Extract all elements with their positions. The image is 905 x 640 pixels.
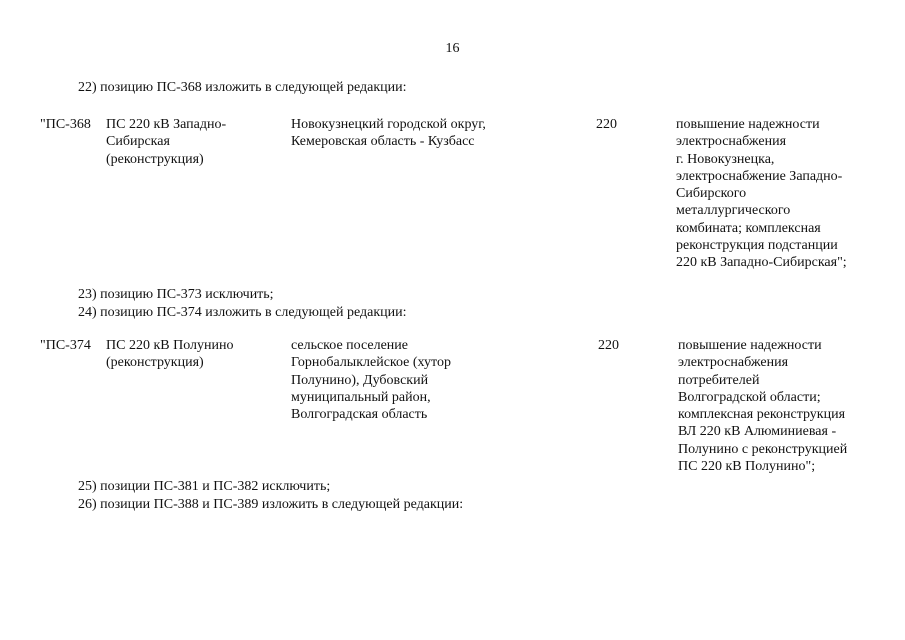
instruction-24: 24) позицию ПС-374 изложить в следующей редакции: (78, 305, 407, 320)
position-code: "ПС-368 (40, 117, 91, 132)
object-purpose-line: повышение надежности (678, 338, 822, 353)
object-location-line: Кемеровская область - Кузбасс (291, 134, 475, 150)
object-name (106, 337, 233, 372)
object-purpose-line: реконструкция подстанции (676, 238, 838, 254)
object-purpose-line: Сибирского (676, 186, 747, 202)
object-purpose-line: повышение надежности (676, 117, 820, 132)
object-location-line: Новокузнецкий городской округ, (291, 117, 486, 132)
object-purpose-line: комбината; комплексная (676, 220, 821, 236)
object-purpose-line: потребителей (678, 372, 760, 388)
object-location-line: Горнобалыклейское (хутор (291, 355, 451, 371)
object-location (291, 116, 486, 151)
object-name-line: Сибирская (106, 134, 170, 150)
object-purpose (676, 116, 847, 272)
object-purpose-line: Полунино с реконструкцией (678, 441, 848, 457)
object-purpose (678, 337, 847, 475)
object-purpose-line: электроснабжения (678, 355, 789, 371)
object-purpose-line: г. Новокузнецка, (676, 151, 775, 167)
position-code: "ПС-374 (40, 338, 91, 353)
object-location-line: Волгоградская область (291, 407, 428, 423)
object-purpose-line: металлургического (676, 203, 791, 219)
object-location (291, 337, 451, 423)
object-name (106, 116, 226, 168)
voltage-value: 220 (598, 338, 619, 353)
instruction-26: 26) позиции ПС-388 и ПС-389 изложить в следующей редакции: (78, 497, 464, 512)
object-name-line: ПС 220 кВ Западно- (106, 117, 227, 132)
object-location-line: Полунино), Дубовский (291, 372, 429, 388)
object-name-line: (реконструкция) (106, 151, 204, 167)
object-purpose-line: Волгоградской области; (678, 389, 821, 405)
instruction-25: 25) позиции ПС-381 и ПС-382 исключить; (78, 479, 331, 494)
object-purpose-line: комплексная реконструкция (678, 407, 846, 423)
object-name-line: (реконструкция) (106, 355, 204, 371)
object-location-line: сельское поселение (291, 338, 408, 353)
voltage-value: 220 (596, 117, 617, 132)
page-number: 16 (445, 41, 460, 56)
object-name-line: ПС 220 кВ Полунино (106, 338, 234, 353)
object-purpose-line: 220 кВ Западно-Сибирская"; (676, 255, 847, 271)
instruction-22: 22) позицию ПС-368 изложить в следующей редакции: (78, 80, 407, 95)
object-purpose-line: ВЛ 220 кВ Алюминиевая - (678, 424, 837, 440)
object-purpose-line: электроснабжение Западно- (676, 168, 843, 184)
instruction-23: 23) позицию ПС-373 исключить; (78, 287, 274, 302)
object-purpose-line: ПС 220 кВ Полунино"; (678, 459, 816, 475)
object-location-line: муниципальный район, (291, 389, 431, 405)
object-purpose-line: электроснабжения (676, 134, 787, 150)
